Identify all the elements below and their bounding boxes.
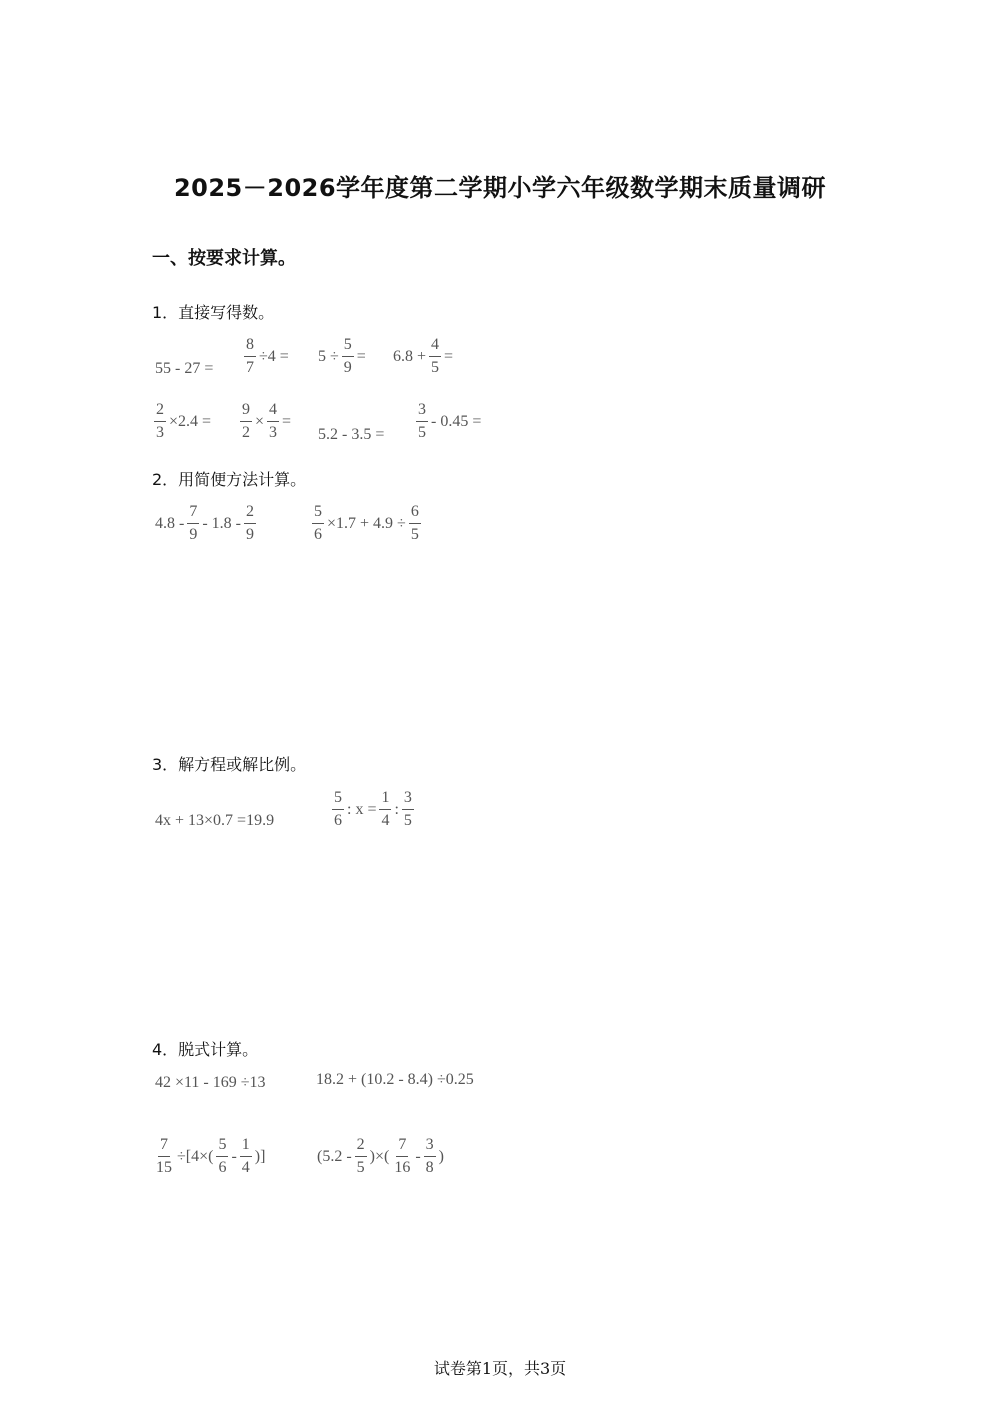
question-3-label: 3．解方程或解比例。 [152,755,307,774]
fraction: $\frac{1}{4}$ [241,1136,250,1176]
q1-expr-8: $\frac{3}{5}$ - 0.45 = [418,401,482,441]
question-4-label: 4．脱式计算。 [152,1040,259,1059]
fraction: $\frac{3}{8}$ [425,1136,434,1176]
q1-expr-4: 6.8 + $\frac{4}{5}$ = [393,336,454,376]
q3-expr-1: 4x + 13×0.7 =19.9 [155,812,275,829]
fraction: $\frac{2}{3}$ [156,401,164,441]
q1-expr-6: $\frac{9}{2}$ × $\frac{4}{3}$ = [242,401,292,441]
q4-expr-3: $\frac{7}{15}$ ÷[4×( $\frac{5}{6}$ - $\frac{1}{4}$ )] [156,1136,266,1176]
fraction: $\frac{3}{5}$ [418,401,426,441]
fraction: $\frac{1}{4}$ [381,789,390,829]
fraction: $\frac{6}{5}$ [410,503,419,543]
q1-expr-5: $\frac{2}{3}$ ×2.4 = [156,401,212,441]
fraction: $\frac{4}{3}$ [269,401,278,441]
fraction: $\frac{3}{5}$ [403,789,412,829]
page-footer: 试卷第1页，共3页 [433,1359,567,1378]
q1-expr-3: 5 ÷ $\frac{5}{9}$ = [318,336,366,376]
fraction: $\frac{5}{9}$ [343,336,352,376]
q3-expr-2: $\frac{5}{6}$ : x = $\frac{1}{4}$ : $\frac{3}{5}$ [334,789,412,829]
fraction: $\frac{2}{9}$ [245,503,254,543]
fraction: $\frac{5}{6}$ [314,503,322,543]
q2-expr-1: 4.8 - $\frac{7}{9}$ - 1.8 - $\frac{2}{9}$ [155,503,254,543]
fraction: $\frac{7}{16}$ [394,1136,411,1176]
question-1-label: 1．直接写得数。 [152,303,275,322]
fraction: $\frac{4}{5}$ [431,336,440,376]
q4-expr-2: 18.2 + (10.2 - 8.4) ÷0.25 [316,1071,474,1088]
fraction: $\frac{5}{6}$ [334,789,342,829]
q2-expr-2: $\frac{5}{6}$ ×1.7 + 4.9 ÷ $\frac{6}{5}$ [314,503,419,543]
fraction: $\frac{8}{7}$ [246,336,254,376]
q4-expr-1: 42 ×11 - 169 ÷13 [155,1074,266,1091]
q1-expr-2: $\frac{8}{7}$ ÷4 = [246,336,289,376]
page-title: 2025－2026学年度第二学期小学六年级数学期末质量调研 [173,174,827,202]
q1-expr-1: 55 - 27 = [155,360,214,377]
section-heading: 一、按要求计算。 [152,248,296,269]
fraction: $\frac{9}{2}$ [242,401,250,441]
q1-expr-7: 5.2 - 3.5 = [318,426,385,443]
fraction: $\frac{2}{5}$ [356,1136,365,1176]
fraction: $\frac{7}{9}$ [189,503,198,543]
fraction: $\frac{5}{6}$ [218,1136,227,1176]
fraction: $\frac{7}{15}$ [156,1136,172,1176]
question-2-label: 2．用简便方法计算。 [152,470,307,489]
q4-expr-4: (5.2 - $\frac{2}{5}$ )×( $\frac{7}{16}$ - $\frac{3}{8}$ ) [317,1136,444,1176]
